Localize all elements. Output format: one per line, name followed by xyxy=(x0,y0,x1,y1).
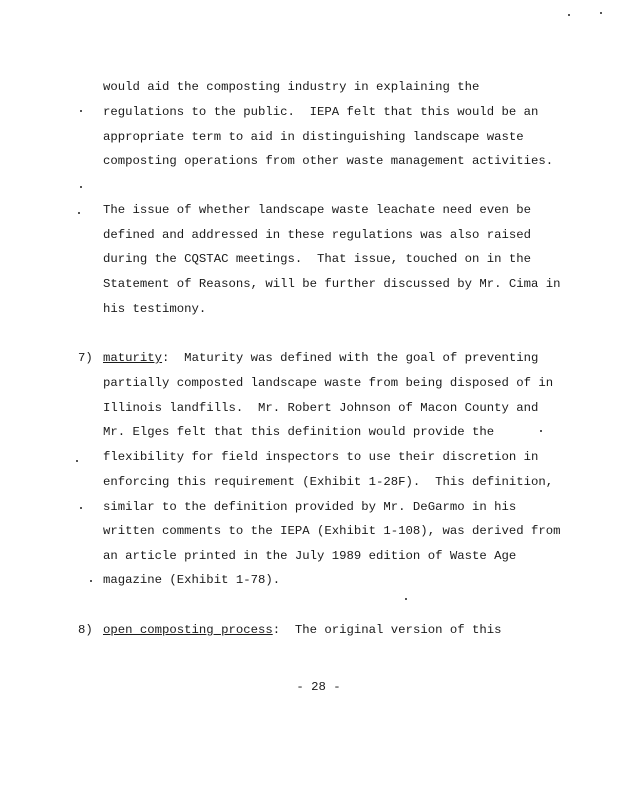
scan-speck xyxy=(600,12,602,14)
text-line: similar to the definition provided by Mr. DeGarmo in his xyxy=(103,500,517,514)
scan-speck xyxy=(540,430,542,432)
text-line: his testimony. xyxy=(103,302,207,316)
text-line: an article printed in the July 1989 edition of Waste Age xyxy=(103,549,517,563)
scan-speck xyxy=(76,460,78,462)
item-heading-line xyxy=(103,623,502,637)
text-line: The issue of whether landscape waste leachate need even be xyxy=(103,203,532,217)
scan-speck xyxy=(405,598,407,600)
scan-speck xyxy=(568,14,570,16)
text-line: during the CQSTAC meetings. That issue, touched on in the xyxy=(103,252,532,266)
text-line: defined and addressed in these regulations was also raised xyxy=(103,228,532,242)
text-span: : Maturity was defined with the goal of preventing xyxy=(162,351,539,365)
text-line: magazine (Exhibit 1-78). xyxy=(103,573,281,587)
item-heading-line xyxy=(103,351,538,365)
scan-speck xyxy=(80,186,82,188)
scan-speck xyxy=(90,580,92,582)
scan-speck xyxy=(78,212,80,214)
item-number: 7) xyxy=(78,351,93,365)
text-line: partially composted landscape waste from being disposed of in xyxy=(103,376,554,390)
text-line: Statement of Reasons, will be further discussed by Mr. Cima in xyxy=(103,277,561,291)
scan-speck xyxy=(80,507,82,509)
text-line: flexibility for field inspectors to use their discretion in xyxy=(103,450,539,464)
defined-term: open composting process xyxy=(103,623,273,637)
text-line: Mr. Elges felt that this definition would provide the xyxy=(103,425,495,439)
defined-term: maturity xyxy=(103,351,163,365)
item-number: 8) xyxy=(78,623,93,637)
page-number: - 28 - xyxy=(296,680,341,694)
text-line: composting operations from other waste management activities. xyxy=(103,154,554,168)
text-line: enforcing this requirement (Exhibit 1-28F). This definition, xyxy=(103,475,554,489)
scan-speck xyxy=(80,110,82,112)
text-line: written comments to the IEPA (Exhibit 1-108), was derived from xyxy=(103,524,561,538)
text-span: : The original version of this xyxy=(272,623,502,637)
text-line: regulations to the public. IEPA felt that this would be an xyxy=(103,105,539,119)
text-line: Illinois landfills. Mr. Robert Johnson of Macon County and xyxy=(103,401,539,415)
text-line: would aid the composting industry in explaining the xyxy=(103,80,480,94)
text-line: appropriate term to aid in distinguishing landscape waste xyxy=(103,130,524,144)
